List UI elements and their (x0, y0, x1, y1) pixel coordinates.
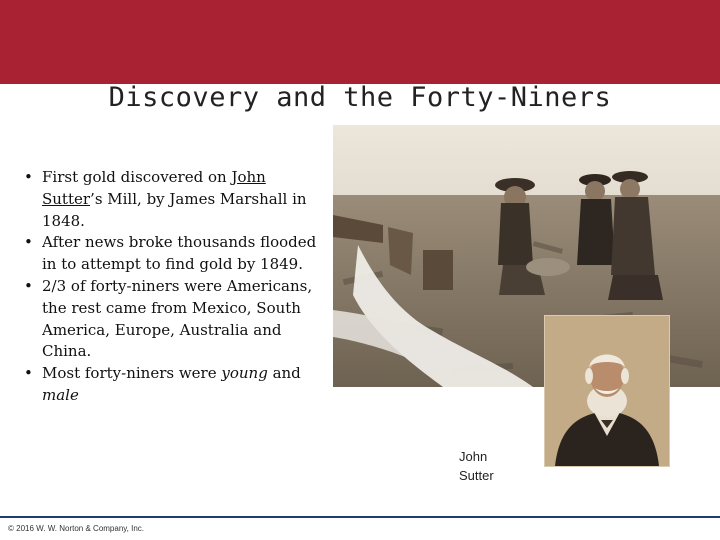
photo-caption: John Sutter (459, 449, 494, 483)
bullet-item: • After news broke thousands flooded in to attempt to find gold by 1849. (24, 233, 317, 274)
slide-title: Discovery and the Forty-Niners (108, 82, 612, 113)
header-bar (0, 0, 720, 84)
bullet-item: • First gold discovered on John Sutter’s Mill, by James Marshall in 1848. (24, 168, 307, 230)
bullet-item: • Most forty-niners were young and male (24, 364, 301, 404)
copyright-footer: © 2016 W. W. Norton & Company, Inc. (8, 524, 145, 533)
footer-rule (0, 516, 720, 518)
bullet-list (22, 167, 322, 407)
john-sutter-portrait (544, 315, 670, 467)
bullet-item: • 2/3 of forty-niners were Americans, the rest came from Mexico, South America, Europe, Australia and China. (24, 276, 313, 361)
